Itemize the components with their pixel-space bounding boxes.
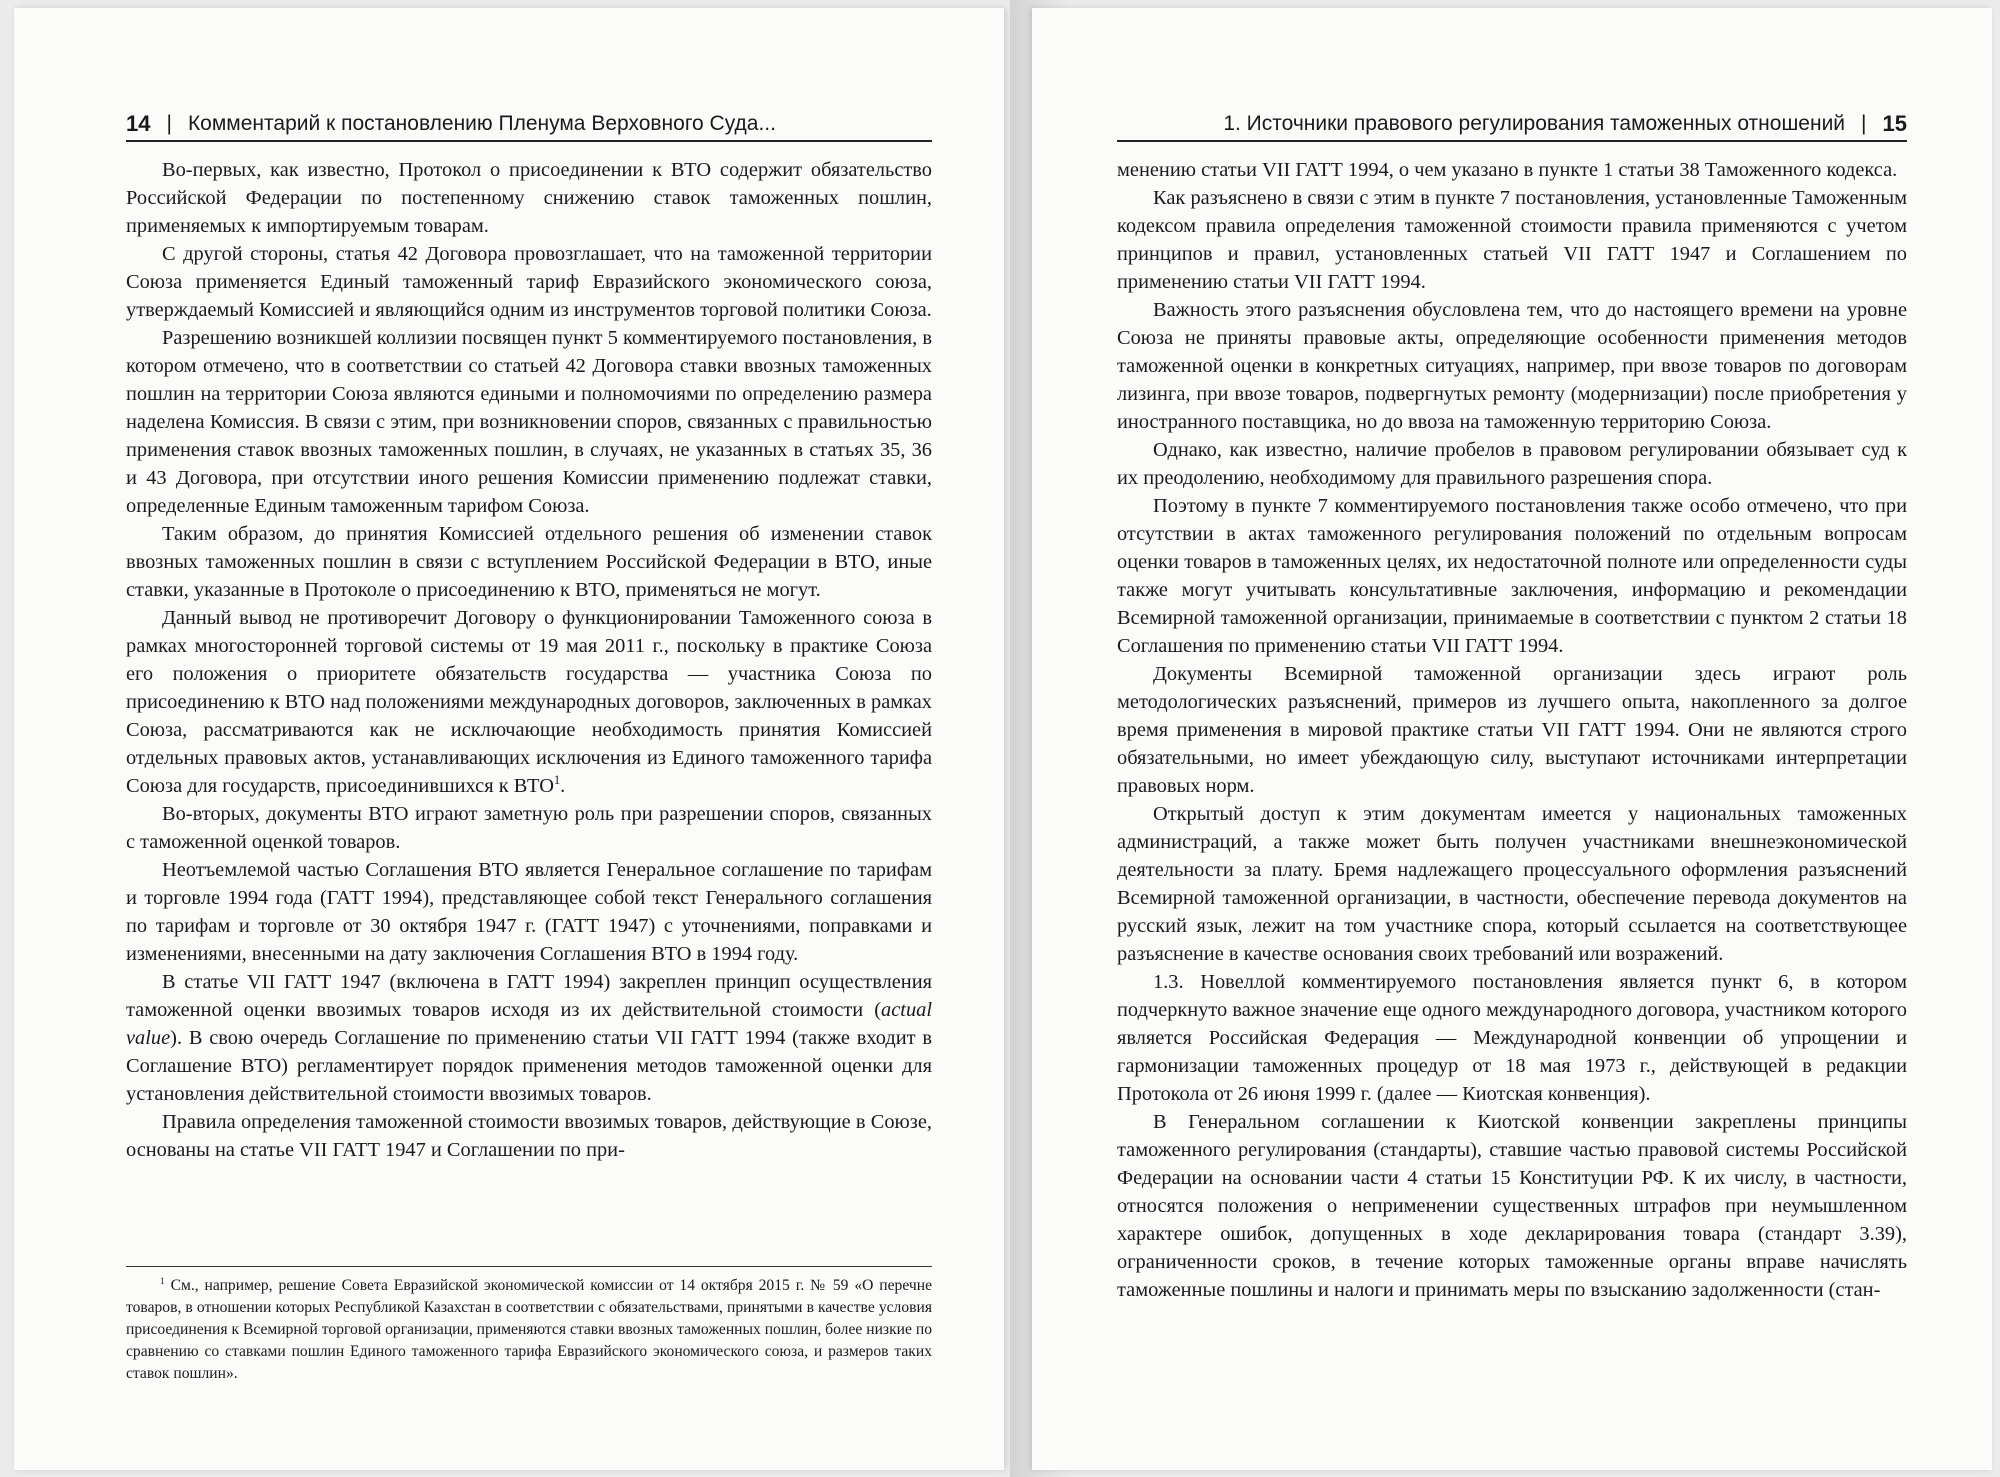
paragraph: Во-первых, как известно, Протокол о присоединении к ВТО содержит обязательство Российской Федерации по постепенному снижению ставок таможенных пошлин, применяемых к импортируемым товарам. bbox=[126, 159, 932, 237]
left-body-text bbox=[126, 156, 932, 1164]
footnote-mark: 1 bbox=[160, 1276, 165, 1287]
paragraph: Как разъяснено в связи с этим в пункте 7 постановления, установленные Таможенным кодексом правила определения таможенной стоимости правила применяются с учетом принципов и правил, установленных статьей VII ГАТТ 1947 и Соглашением по применению статьи VII ГАТТ 1994. bbox=[1117, 187, 1907, 293]
header-separator: | bbox=[166, 112, 172, 135]
paragraph-text: ). В свою очередь Соглашение по применению статьи VII ГАТТ 1994 (также входит в Соглашение ВТО) регламентирует порядок применения методов таможенной оценки для установления действительной стоимости ввозимых товаров. bbox=[126, 1027, 932, 1105]
paragraph: Документы Всемирной таможенной организации здесь играют роль методологических разъяснений, примеров из лучшего опыта, накопленного за долгое время применения в мировой практике статьи VII ГАТТ 1994. Они не являются строго обязательными, но имеет убеждающую силу, выступают источниками интерпретации правовых норм. bbox=[1117, 663, 1907, 797]
paragraph: Разрешению возникшей коллизии посвящен пункт 5 комментируемого постановления, в котором отмечено, что в соответствии со статьей 42 Договора ставки ввозных таможенных пошлин на территории Союза являются едиными и полномочиями по определению размера наделена Комиссия. В связи с этим, при возникновении споров, связанных с правильностью применения ставок ввозных таможенных пошлин, в случаях, не указанных в статьях 35, 36 и 43 Договора, при отсутствии иного решения Комиссии применению подлежат ставки, определенные Единым таможенным тарифом Союза. bbox=[126, 327, 933, 517]
paragraph: С другой стороны, статья 42 Договора провозглашает, что на таможенной территории Союза применяется Единый таможенный тариф Евразийского экономического союза, утверждаемый Комиссией и являющийся одним из инструментов торговой политики Союза. bbox=[126, 243, 932, 321]
left-page bbox=[14, 8, 1004, 1470]
paragraph: Открытый доступ к этим документам имеется у национальных таможенных администраций, а также может быть получен участниками внешнеэкономической деятельности за плату. Бремя надлежащего процессуального оформления разъяснений Всемирной таможенной организации, в частности, обеспечение перевода документов на русский язык, лежит на том участнике спора, который ссылается на соответствующее разъяснение в качестве основания своих требований или возражений. bbox=[1117, 803, 1907, 965]
paragraph: Правила определения таможенной стоимости ввозимых товаров, действующие в Союзе, основаны на статье VII ГАТТ 1947 и Соглашении по при- bbox=[126, 1111, 932, 1161]
paragraph: Во-вторых, документы ВТО играют заметную роль при разрешении споров, связанных с таможенной оценкой товаров. bbox=[126, 803, 932, 853]
paragraph: менению статьи VII ГАТТ 1994, о чем указано в пункте 1 статьи 38 Таможенного кодекса. bbox=[1117, 159, 1898, 181]
right-page bbox=[1032, 8, 1992, 1470]
right-page-number: 15 bbox=[1882, 111, 1907, 136]
right-running-title: 1. Источники правового регулирования таможенных отношений bbox=[1223, 112, 1846, 135]
paragraph: Таким образом, до принятия Комиссией отдельного решения об изменении ставок ввозных таможенных пошлин в связи с вступлением Российской Федерации в ВТО, иные ставки, указанные в Протоколе о присоединению к ВТО, применяться не могут. bbox=[126, 523, 932, 601]
footnote bbox=[126, 1275, 932, 1385]
paragraph: Важность этого разъяснения обусловлена тем, что до настоящего времени на уровне Союза не приняты правовые акты, определяющие особенности применения методов таможенной оценки в конкретных ситуациях, например, при ввозе товаров по договорам лизинга, при ввозе товаров, подвергнутых ремонту (модернизации) после приобретения у иностранного поставщика, но до ввоза на таможенную территорию Союза. bbox=[1117, 299, 1907, 433]
right-body-text bbox=[1117, 156, 1907, 1304]
right-running-head bbox=[1117, 108, 1907, 142]
paragraph-text: Данный вывод не противоречит Договору о функционировании Таможенного союза в рамках многосторонней торговой системы от 19 мая 2011 г., поскольку в практике Союза его положения о приоритете обязательств государства — участника Союза по присоединению к ВТО над положениями международных договоров, заключенных в рамках Союза, рассматриваются как не исключающие необходимость принятия Комиссией отдельных правовых актов, устанавливающих исключения из Единого таможенного тарифа Союза для государств, присоединившихся к ВТО bbox=[126, 607, 932, 797]
footnote-reference: 1 bbox=[553, 773, 561, 788]
left-running-title: Комментарий к постановлению Пленума Верховного Суда... bbox=[187, 112, 776, 135]
paragraph: В Генеральном соглашении к Киотской конвенции закреплены принципы таможенного регулирования (стандарты), ставшие частью правовой системы Российской Федерации на основании части 4 статьи 15 Конституции РФ. К их числу, в частности, относятся положения о неприменении существенных штрафов при неумышленном характере ошибок, допущенных в ходе декларирования товара (стандарт 3.39), ограниченности сроков, в течение которых таможенные органы вправе начислять таможенные пошлины и налоги и принимать меры по взысканию задолженности (стан- bbox=[1117, 1111, 1907, 1301]
footnote-text: См., например, решение Совета Евразийской экономической комиссии от 14 октября 2015 г. № 59 «О перечне товаров, в отношении которых Республикой Казахстан в соответствии с обязательствами, принятыми в качестве условия присоединения к Всемирной торговой организации, применяются ставки ввозных таможенных пошлин, более низкие по сравнению со ставками пошлин Единого таможенного тарифа Евразийского экономического союза, и размеров таких ставок пошлин». bbox=[126, 1277, 932, 1382]
left-running-head bbox=[126, 108, 932, 142]
emphasis-text: actual value bbox=[126, 999, 932, 1049]
paragraph: Однако, как известно, наличие пробелов в правовом регулировании обязывает суд к их преодолению, необходимому для правильного разрешения спора. bbox=[1117, 439, 1907, 489]
paragraph: Поэтому в пункте 7 комментируемого постановления также особо отмечено, что при отсутствии в актах таможенного регулирования положений по отдельным вопросам оценки товаров в таможенных целях, их недостаточной полноте или определенности суды также могут учитывать консультативные заключения, информацию и рекомендации Всемирной таможенной организации, принимаемые в соответствии с пунктом 2 статьи 18 Соглашения по применению статьи VII ГАТТ 1994. bbox=[1117, 495, 1907, 657]
footnote-area bbox=[126, 1266, 932, 1385]
paragraph-end: . bbox=[560, 775, 566, 797]
paragraph: 1.3. Новеллой комментируемого постановления является пункт 6, в котором подчеркнуто важное значение еще одного международного договора, участником которого является Российская Федерация — Международной конвенции об упрощении и гармонизации таможенных процедур от 18 мая 1973 г., действующей в редакции Протокола от 26 июня 1999 г. (далее — Киотская конвенция). bbox=[1117, 971, 1907, 1105]
left-page-number: 14 bbox=[126, 111, 151, 136]
paragraph bbox=[126, 968, 932, 1108]
header-separator: | bbox=[1861, 112, 1867, 135]
paragraph-text: В статье VII ГАТТ 1947 (включена в ГАТТ 1994) закреплен принцип осуществления таможенной оценки ввозимых товаров исходя из их действительной стоимости ( bbox=[126, 971, 932, 1021]
paragraph bbox=[126, 604, 932, 800]
paragraph: Неотъемлемой частью Соглашения ВТО является Генеральное соглашение по тарифам и торговле 1994 года (ГАТТ 1994), представляющее собой текст Генерального соглашения по тарифам и торговле от 30 октября 1947 г. (ГАТТ 1947) с уточнениями, поправками и изменениями, внесенными на дату заключения Соглашения ВТО в 1994 году. bbox=[126, 859, 932, 965]
